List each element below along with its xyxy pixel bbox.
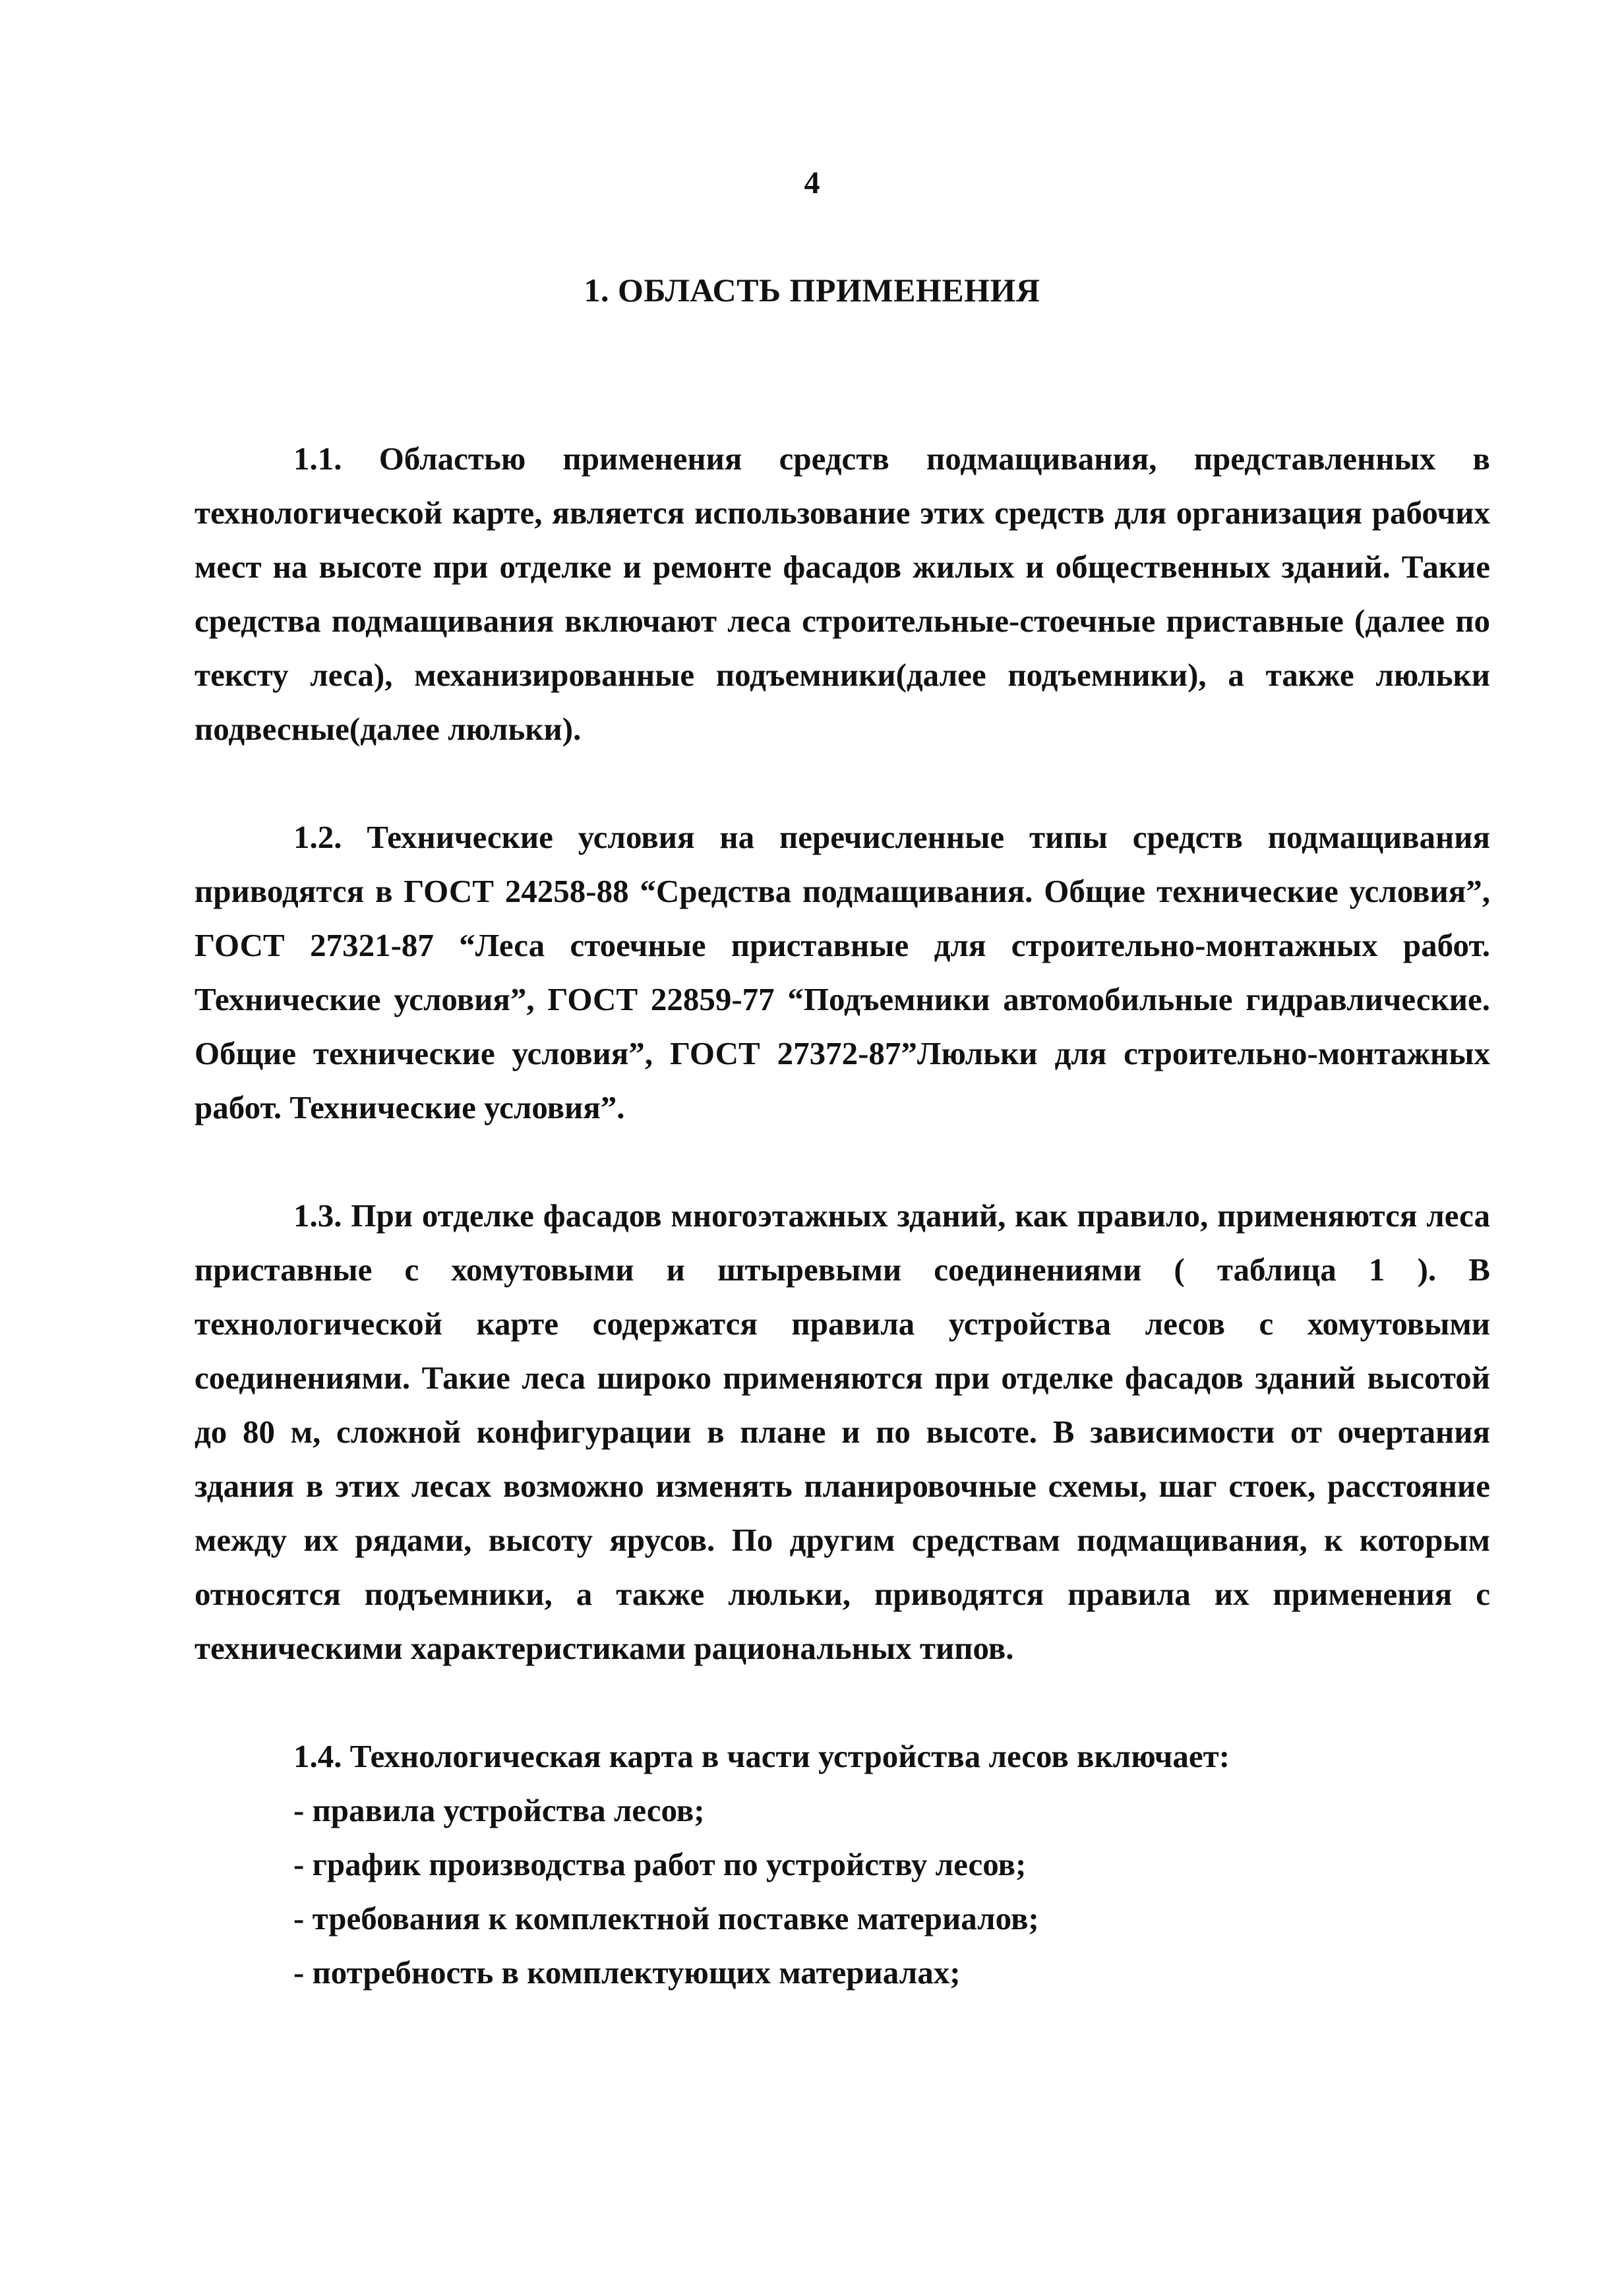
document-body — [195, 432, 1490, 2000]
list-item: - график производства работ по устройству лесов; — [293, 1846, 1027, 1882]
paragraph-1-2: 1.2. Технические условия на перечисленные типы средств подмащивания приводятся в ГОСТ 24258-88 “Средства подмащивания. Общие технические условия”, ГОСТ 27321-87 “Леса стоечные приставные для строительно-монтажных работ. Технические условия”, ГОСТ 22859-77 “Подъемники автомобильные гидравлические. Общие технические условия”, ГОСТ 27372-87”Люльки для строительно-монтажных работ. Технические условия”. — [195, 819, 1490, 1125]
paragraph-1-3: 1.3. При отделке фасадов многоэтажных зданий, как правило, применяются леса приставные с хомутовыми и штыревыми соединениями ( таблица 1 ). В технологической карте содержатся правила устройства лесов с хомутовыми соединениями. Такие леса широко применяются при отделке фасадов зданий высотой до 80 м, сложной конфигурации в плане и по высоте. В зависимости от очертания здания в этих лесах возможно изменять планировочные схемы, шаг стоек, расстояние между их рядами, высоту ярусов. По другим средствам подмащивания, к которым относятся подъемники, а также люльки, приводятся правила их применения с техническими характеристиками рациональных типов. — [195, 1197, 1490, 1666]
list-item: - требования к комплектной поставке материалов; — [293, 1900, 1039, 1936]
section-title: 1. ОБЛАСТЬ ПРИМЕНЕНИЯ — [584, 272, 1040, 309]
paragraph-1-1: 1.1. Областью применения средств подмащивания, представленных в технологической карте, является использование этих средств для организация рабочих мест на высоте при отделке и ремонте фасадов жилых и общественных зданий. Такие средства подмащивания включают леса строительные-стоечные приставные (далее по тексту леса), механизированные подъемники(далее подъемники), а также люльки подвесные(далее люльки). — [195, 440, 1490, 747]
page-number: 4 — [804, 165, 820, 200]
paragraph-1-4: 1.4. Технологическая карта в части устройства лесов включает: — [293, 1738, 1230, 1774]
scope-list — [195, 1784, 1490, 2000]
list-item: - потребность в комплектующих материалах; — [293, 1954, 961, 1991]
list-item: - правила устройства лесов; — [293, 1792, 705, 1828]
